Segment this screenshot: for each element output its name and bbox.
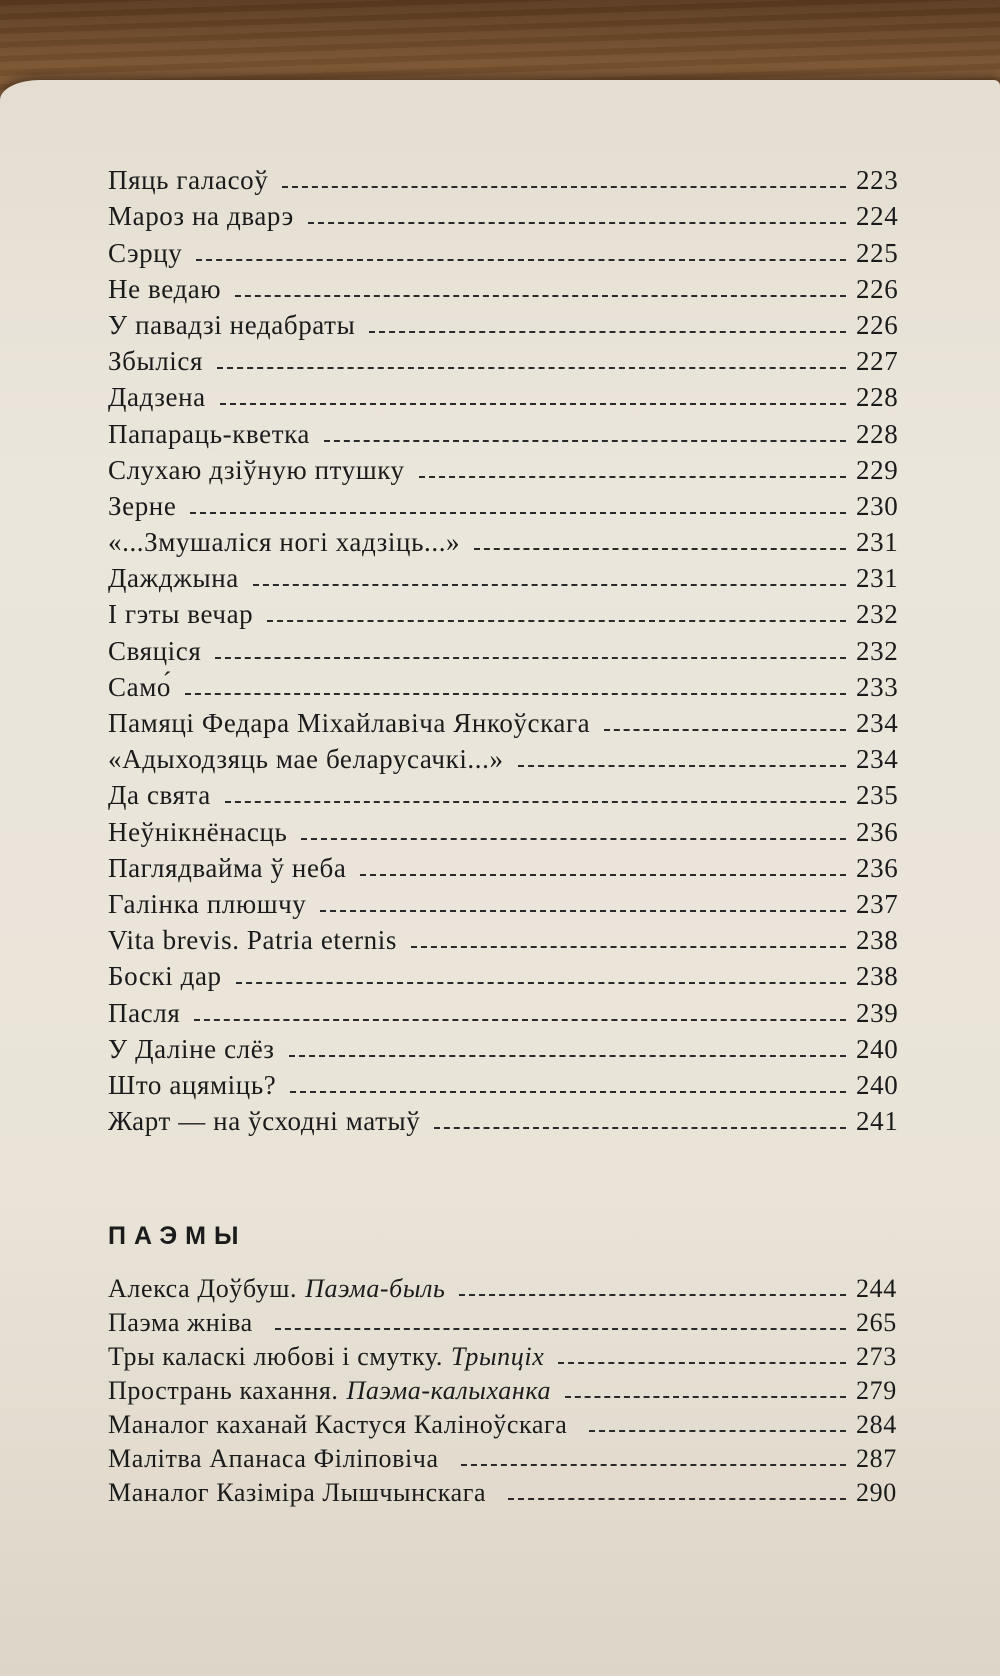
toc-page-number: 239 xyxy=(856,997,899,1028)
dash-leader xyxy=(235,295,846,297)
table-of-contents xyxy=(108,160,899,1137)
toc-title: Малітва Апанаса Філіповіча xyxy=(108,1444,439,1473)
toc-row xyxy=(108,848,899,884)
toc-title: Свяціся xyxy=(108,635,202,666)
toc-row xyxy=(108,884,899,920)
dash-leader xyxy=(369,331,846,333)
toc-page-number: 228 xyxy=(856,418,899,449)
dash-leader xyxy=(320,910,846,912)
toc-page-number: 233 xyxy=(856,671,899,702)
toc-row xyxy=(108,703,899,739)
dash-leader xyxy=(253,584,846,586)
toc-title: Зерне xyxy=(108,490,177,521)
toc-title: Само́ xyxy=(108,671,171,702)
toc-subtitle: Трыпціх xyxy=(450,1342,545,1371)
toc-row xyxy=(108,1029,899,1065)
dash-leader xyxy=(324,440,846,442)
toc-title: Vita brevis. Patria eternis xyxy=(108,925,397,956)
toc-page-number: 244 xyxy=(856,1274,897,1303)
toc-row xyxy=(108,1406,897,1440)
toc-page-number: 226 xyxy=(856,309,899,340)
toc-row xyxy=(108,594,899,630)
toc-title: «Адыходзяць мае беларусачкі...» xyxy=(108,744,504,775)
toc-row xyxy=(108,956,899,992)
toc-row xyxy=(108,1270,897,1304)
toc-page-number: 287 xyxy=(856,1444,897,1473)
toc-row xyxy=(108,486,899,522)
toc-row xyxy=(108,522,899,558)
toc-title: Тры каласкі любові і смутку. xyxy=(108,1342,443,1371)
toc-page-number: 240 xyxy=(856,1033,899,1064)
toc-subtitle: Паэма-калыханка xyxy=(346,1376,552,1405)
toc-page-number: 284 xyxy=(856,1410,897,1439)
toc-row xyxy=(108,305,899,341)
toc-page-number: 229 xyxy=(856,454,899,485)
dash-leader xyxy=(308,222,846,224)
toc-row xyxy=(108,1065,899,1101)
toc-page-number: 230 xyxy=(856,490,899,521)
dash-leader xyxy=(508,1498,846,1500)
toc-page-number: 235 xyxy=(856,780,899,811)
toc-page-number: 228 xyxy=(856,382,899,413)
toc-title: Збыліся xyxy=(108,346,203,377)
toc-title-group xyxy=(108,1410,575,1440)
toc-page-number: 234 xyxy=(856,708,899,738)
dash-leader xyxy=(290,1091,846,1093)
toc-title-group xyxy=(108,1444,447,1474)
toc-title: У павадзі недабраты xyxy=(108,309,356,340)
toc-page-number: 231 xyxy=(856,563,899,594)
toc-title: Дажджына xyxy=(108,563,239,594)
toc-page-number: 236 xyxy=(856,852,899,883)
toc-title: Слухаю дзіўную птушку xyxy=(108,454,405,485)
toc-page-number: 241 xyxy=(856,1106,899,1137)
long-poems-list xyxy=(108,1270,897,1508)
toc-page-number: 240 xyxy=(856,1069,899,1100)
toc-title-group xyxy=(108,1376,551,1406)
toc-title: Алекса Доўбуш. xyxy=(108,1274,298,1303)
toc-page-number: 226 xyxy=(856,273,899,304)
toc-row xyxy=(108,1440,897,1474)
toc-page-number: 237 xyxy=(856,888,899,919)
dash-leader xyxy=(604,729,846,731)
dash-leader xyxy=(301,838,846,840)
dash-leader xyxy=(225,801,846,803)
toc-title: Паэма жніва xyxy=(108,1308,253,1337)
dash-leader xyxy=(275,1328,846,1330)
toc-row xyxy=(108,1304,897,1338)
toc-row xyxy=(108,1372,897,1406)
toc-title-group xyxy=(108,1308,261,1338)
toc-row xyxy=(108,196,899,232)
toc-row xyxy=(108,630,899,666)
toc-title: Маналог Казіміра Лышчынскага xyxy=(108,1478,487,1507)
toc-row xyxy=(108,1338,897,1372)
toc-row xyxy=(108,269,899,305)
toc-page-number: 225 xyxy=(856,237,899,268)
toc-row xyxy=(108,413,899,449)
toc-row xyxy=(108,450,899,486)
toc-title: Мароз на дварэ xyxy=(108,201,294,232)
toc-page-number: 265 xyxy=(856,1308,897,1337)
dash-leader xyxy=(565,1396,846,1398)
toc-page-number: 238 xyxy=(856,961,899,992)
toc-page-number: 223 xyxy=(856,165,899,196)
toc-page-number: 238 xyxy=(856,925,899,956)
dash-leader xyxy=(190,512,846,514)
dash-leader xyxy=(267,620,846,622)
dash-leader xyxy=(474,548,846,550)
dash-leader xyxy=(558,1362,846,1364)
toc-title: Сэрцу xyxy=(108,237,183,268)
toc-title-group xyxy=(108,1478,494,1508)
toc-row xyxy=(108,341,899,377)
dash-leader xyxy=(589,1430,846,1432)
toc-page-number: 236 xyxy=(856,816,899,847)
toc-page-number: 290 xyxy=(856,1478,897,1507)
section-heading: ПАЭМЫ xyxy=(108,1222,247,1250)
dash-leader xyxy=(185,693,846,695)
toc-title: Што ацяміць? xyxy=(108,1069,277,1100)
dash-leader xyxy=(459,1294,846,1296)
toc-title: Паглядвайма ў неба xyxy=(108,852,347,883)
toc-row xyxy=(108,920,899,956)
toc-row xyxy=(108,992,899,1028)
dash-leader xyxy=(220,403,846,405)
dash-leader xyxy=(196,259,846,261)
toc-row xyxy=(108,1474,897,1508)
toc-subtitle: Паэма-быль xyxy=(305,1274,446,1303)
toc-row xyxy=(108,232,899,268)
toc-title: Маналог каханай Кастуся Каліноўскага xyxy=(108,1410,568,1439)
dash-leader xyxy=(419,476,846,478)
toc-title-group xyxy=(108,1274,445,1304)
dash-leader xyxy=(411,946,846,948)
toc-row xyxy=(108,377,899,413)
toc-title-group xyxy=(108,1342,544,1372)
toc-page-number: 273 xyxy=(856,1342,897,1371)
dash-leader xyxy=(236,982,846,984)
toc-title: Пространь кахання. xyxy=(108,1376,339,1405)
toc-row xyxy=(108,667,899,703)
toc-row xyxy=(108,558,899,594)
toc-page-number: 227 xyxy=(856,346,899,377)
toc-title: У Даліне слёз xyxy=(108,1033,275,1064)
toc-row xyxy=(108,160,899,196)
toc-title: Не ведаю xyxy=(108,273,222,304)
dash-leader xyxy=(215,657,846,659)
dash-leader xyxy=(194,1019,846,1021)
toc-title: «...Змушаліся ногі хадзіць...» xyxy=(108,527,461,558)
toc-row xyxy=(108,1101,899,1137)
book-page xyxy=(0,80,1000,1676)
dash-leader xyxy=(217,367,846,369)
toc-title: Памяці Федара Міхайлавіча Янкоўскага xyxy=(108,708,591,738)
toc-title: Неўнікнёнасць xyxy=(108,816,288,847)
toc-title: Да свята xyxy=(108,780,211,811)
dash-leader xyxy=(461,1464,846,1466)
toc-page-number: 232 xyxy=(856,635,899,666)
dash-leader xyxy=(518,765,846,767)
toc-title: Дадзена xyxy=(108,382,206,413)
toc-row xyxy=(108,739,899,775)
toc-page-number: 232 xyxy=(856,599,899,630)
toc-page-number: 224 xyxy=(856,201,899,232)
dash-leader xyxy=(360,874,846,876)
toc-page-number: 279 xyxy=(856,1376,897,1405)
toc-page-number: 231 xyxy=(856,527,899,558)
toc-page-number: 234 xyxy=(856,744,899,775)
toc-title: Галінка плюшчу xyxy=(108,888,307,919)
toc-row xyxy=(108,775,899,811)
dash-leader xyxy=(282,186,846,188)
toc-title: Пасля xyxy=(108,997,181,1028)
toc-row xyxy=(108,811,899,847)
toc-title: Жарт — на ўсходні матыў xyxy=(108,1106,421,1137)
dash-leader xyxy=(289,1055,846,1057)
toc-title: Боскі дар xyxy=(108,961,222,992)
toc-title: І гэты вечар xyxy=(108,599,254,630)
toc-title: Папараць-кветка xyxy=(108,418,310,449)
toc-title: Пяць галасоў xyxy=(108,165,269,196)
dash-leader xyxy=(434,1127,846,1129)
